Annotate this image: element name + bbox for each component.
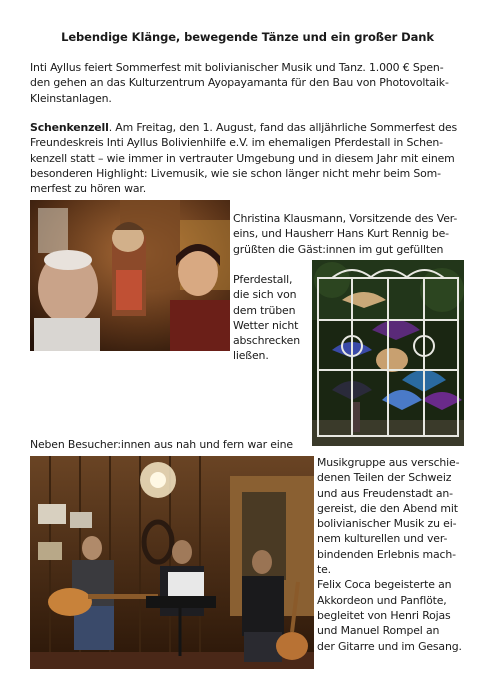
music-line: nem kulturellen und ver- — [317, 532, 448, 546]
body-line: Freundeskreis Inti Ayllus Bolivienhilfe e.V. im ehemaligen Pferdestall in Schen- — [30, 136, 443, 150]
caption-line: eins, und Hausherr Hans Kurt Rennig be- — [233, 227, 449, 241]
music-line: Felix Coca begeisterte an — [317, 578, 452, 592]
music-line: bolivianischer Musik zu ei- — [317, 517, 457, 531]
music-paragraph — [317, 455, 467, 654]
caption-line: Pferdestall, — [233, 273, 293, 286]
intro-paragraph — [30, 60, 466, 106]
lead-place: Schenkenzell — [30, 121, 109, 134]
body-line: . Am Freitag, den 1. August, fand das alljährliche Sommerfest des — [108, 121, 458, 134]
music-line: begleitet von Henri Rojas — [317, 608, 451, 622]
photo-band-performing — [30, 456, 314, 669]
body-line: besonderen Highlight: Livemusik, wie sie schon länger nicht mehr beim Som- — [30, 166, 441, 180]
intro-line: Kleinstanlagen. — [30, 91, 112, 105]
music-line: und Manuel Rompel an — [317, 624, 440, 638]
caption-line: abschrecken — [233, 334, 300, 348]
article-title: Lebendige Klänge, bewegende Tänze und ein großer Dank — [61, 30, 434, 44]
music-line: te. — [317, 563, 331, 577]
caption-line: dem trüben — [233, 303, 296, 317]
photo-hosts-with-puppet — [30, 200, 230, 351]
caption-pferdestall — [233, 272, 311, 364]
intro-line: den gehen an das Kulturzentrum Ayopayamanta für den Bau von Photovoltaik- — [30, 76, 449, 90]
caption-line: ließen. — [233, 349, 269, 363]
music-line: der Gitarre und im Gesang. — [317, 639, 462, 653]
caption-line: Christina Klausmann, Vorsitzende des Ver- — [233, 212, 458, 225]
caption-line: Wetter nicht — [233, 318, 299, 332]
caption-line: grüßten die Gäst:innen im gut gefüllten — [233, 242, 444, 256]
music-line: Akkordeon und Panflöte, — [317, 593, 447, 607]
photo-band-illustration — [30, 456, 314, 669]
music-line: denen Teilen der Schweiz — [317, 471, 452, 485]
music-line: Musikgruppe aus verschie- — [317, 456, 460, 469]
photo-hosts-illustration — [30, 200, 230, 351]
body-line: kenzell statt – wie immer in vertrauter Umgebung und in diesem Jahr mit einem — [30, 151, 455, 165]
music-line: und aus Freudenstadt an- — [317, 486, 453, 500]
music-line: bindenden Erlebnis mach- — [317, 547, 456, 561]
music-line: gereist, die den Abend mit — [317, 501, 458, 515]
body-paragraph — [30, 120, 466, 196]
visitors-line: Neben Besucher:innen aus nah und fern war eine — [30, 438, 293, 451]
caption-greeting — [233, 211, 467, 257]
caption-line: die sich von — [233, 288, 297, 302]
intro-line: Inti Ayllus feiert Sommerfest mit bolivianischer Musik und Tanz. 1.000 € Spen- — [30, 61, 444, 74]
body-line: merfest zu hören war. — [30, 182, 147, 196]
photo-gate-illustration — [312, 260, 464, 446]
photo-umbrellas-gate — [312, 260, 464, 446]
